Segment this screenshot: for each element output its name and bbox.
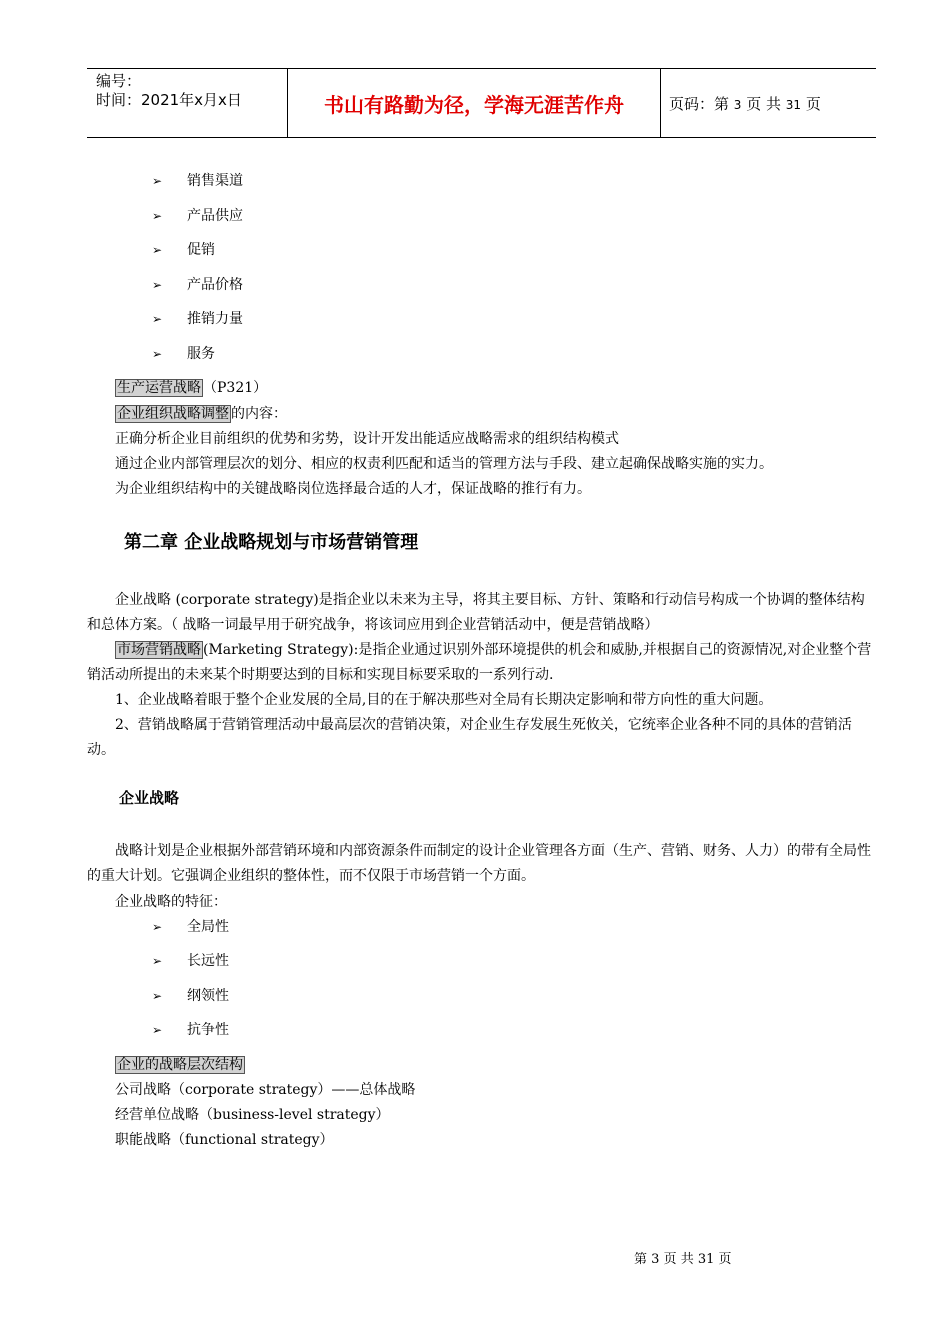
paragraph: 1、企业战略着眼于整个企业发展的全局,目的在于解决那些对全局有长期决定影响和带方向性的重大问题。 bbox=[115, 692, 773, 708]
hierarchy-line: 职能战略（functional strategy） bbox=[115, 1132, 334, 1148]
header-divider bbox=[660, 69, 661, 137]
arrowhead-bullet-icon: ➢ bbox=[152, 920, 163, 934]
arrowhead-bullet-icon: ➢ bbox=[152, 278, 163, 292]
list-item: ➢ 抗争性 bbox=[152, 1022, 229, 1038]
paragraph: 战略计划是企业根据外部营销环境和内部资源条件而制定的设计企业管理各方面（生产、营销、财务、人力）的带有全局性的重大计划。它强调企业组织的整体性，而不仅限于市场营销一个方面。 bbox=[87, 843, 871, 884]
time-label: 时间：2021年x月x日 bbox=[96, 91, 242, 109]
page-header bbox=[87, 68, 876, 138]
org-content-line: 通过企业内部管理层次的划分、相应的权责利匹配和适当的管理方法与手段、建立起确保战略实施的实力。 bbox=[115, 456, 773, 472]
features-label: 企业战略的特征： bbox=[115, 894, 227, 910]
list-item: ➢ 产品价格 bbox=[152, 277, 243, 293]
arrowhead-bullet-icon: ➢ bbox=[152, 954, 163, 968]
org-content-line: 为企业组织结构中的关键战略岗位选择最合适的人才，保证战略的推行有力。 bbox=[115, 481, 591, 497]
hierarchy-line: 公司战略（corporate strategy）——总体战略 bbox=[115, 1082, 416, 1098]
list-item: ➢ 产品供应 bbox=[152, 208, 243, 224]
arrowhead-bullet-icon: ➢ bbox=[152, 312, 163, 326]
production-strategy-line: 生产运营战略 （P321） bbox=[117, 380, 268, 396]
highlighted-term: 生产运营战略 bbox=[117, 380, 201, 396]
paragraph: 2、营销战略属于营销管理活动中最高层次的营销决策，对企业生存发展生死攸关，它统率企业各种不同的具体的营销活动。 bbox=[87, 717, 852, 758]
list-item: ➢ 全局性 bbox=[152, 919, 229, 935]
list-item: ➢ 纲领性 bbox=[152, 988, 229, 1004]
header-motto: 书山有路勤为径，学海无涯苦作舟 bbox=[324, 93, 624, 117]
arrowhead-bullet-icon: ➢ bbox=[152, 174, 163, 188]
paragraph: 市场营销战略 (Marketing Strategy):是指企业通过识别外部环境提供的机会和威胁,并根据自己的资源情况,对企业整个营销活动所提出的未来某个时期要达到的目标和实现目标要采取的一系列行动. bbox=[87, 642, 872, 683]
arrowhead-bullet-icon: ➢ bbox=[152, 243, 163, 257]
hierarchy-line: 经营单位战略（business-level strategy） bbox=[115, 1107, 390, 1123]
arrowhead-bullet-icon: ➢ bbox=[152, 1023, 163, 1037]
page-footer: 第 3 页 共 31 页 bbox=[634, 1252, 732, 1267]
arrowhead-bullet-icon: ➢ bbox=[152, 209, 163, 223]
list-item: ➢ 促销 bbox=[152, 242, 215, 258]
list-item: ➢ 服务 bbox=[152, 346, 215, 362]
highlighted-term: 企业的战略层次结构 bbox=[117, 1057, 243, 1073]
chapter-title: 第二章 企业战略规划与市场营销管理 bbox=[124, 532, 419, 553]
hierarchy-heading bbox=[115, 1054, 245, 1074]
highlighted-term: 市场营销战略 bbox=[117, 642, 201, 658]
list-item: ➢ 销售渠道 bbox=[152, 173, 243, 189]
highlighted-term: 企业组织战略调整 bbox=[117, 406, 229, 422]
header-meta bbox=[96, 72, 242, 110]
paragraph: 企业战略 (corporate strategy)是指企业以未来为主导，将其主要目标、方针、策略和行动信号构成一个协调的整体结构和总体方案。（ 战略一词最早用于研究战争，将该词应用到企业营销活动中，便是营销战略） bbox=[87, 592, 865, 633]
arrowhead-bullet-icon: ➢ bbox=[152, 347, 163, 361]
list-item: ➢ 长远性 bbox=[152, 953, 229, 969]
header-page-info: 页码：第 3 页 共 31 页 bbox=[669, 95, 821, 113]
arrowhead-bullet-icon: ➢ bbox=[152, 989, 163, 1003]
section-title: 企业战略 bbox=[119, 789, 180, 807]
org-adjust-line: 企业组织战略调整 的内容： bbox=[117, 406, 287, 422]
org-content-line: 正确分析企业目前组织的优势和劣势，设计开发出能适应战略需求的组织结构模式 bbox=[115, 431, 619, 447]
list-item: ➢ 推销力量 bbox=[152, 311, 243, 327]
number-label: 编号： bbox=[96, 72, 142, 90]
